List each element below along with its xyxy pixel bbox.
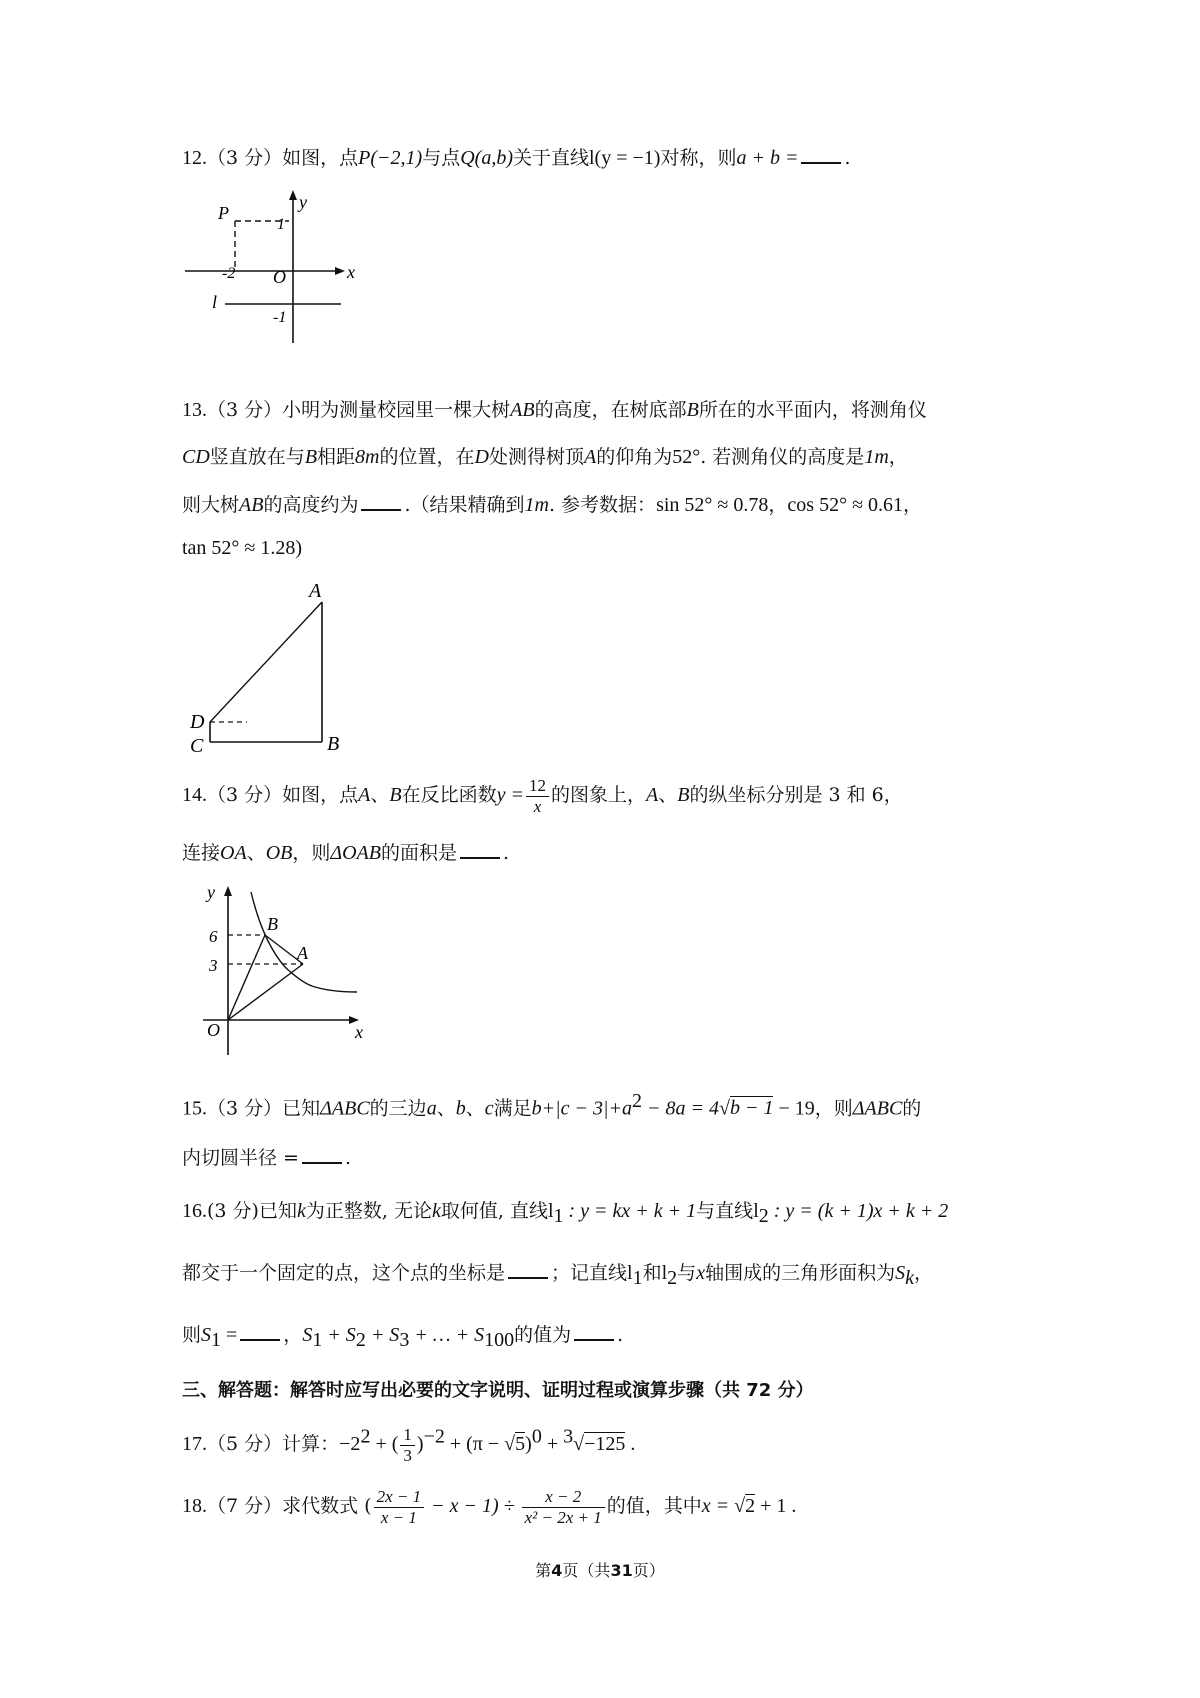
segment-OA xyxy=(228,964,303,1020)
answer-blank[interactable] xyxy=(801,162,841,164)
sqrt-sign: √ xyxy=(734,1495,746,1518)
q14-figure xyxy=(185,880,365,1060)
page-footer: 第4页（共31页） xyxy=(535,1561,665,1580)
hyperbola xyxy=(251,892,357,992)
q12-figure xyxy=(185,188,365,348)
question-16-line-3: 则$S_1$ = ，$S_1 + S_2 + S_3$ + … + $S_{100}$的值为 . xyxy=(182,1324,624,1351)
sqrt-sign: √ xyxy=(719,1097,730,1120)
label-B: B xyxy=(267,914,278,934)
label-y: y xyxy=(207,882,215,902)
label-D: D xyxy=(190,711,205,733)
answer-blank[interactable] xyxy=(460,857,500,859)
label-A: A xyxy=(297,943,308,963)
fraction-one-third: $\frac{1}{3}$ xyxy=(400,1425,415,1465)
segment-DA xyxy=(210,602,322,722)
question-13-line-2: CD竖直放在与B相距8m的位置，在D处测得树顶A的仰角为52°. 若测角仪的高度是1m， xyxy=(182,446,908,468)
question-14-line-1: 14.（3 分）如图，点A、B在反比函数y = $\frac{12}{x}$ 的图象上，A、B的纵坐标分别是 3 和 6， xyxy=(182,776,903,816)
question-15-line-1: 15.（3 分）已知ΔABC的三边a、b、c满足$b+|c - 3|+a^2 - 8a = 4√b - 1 - 19$，则ΔABC的 xyxy=(182,1090,922,1120)
label-P: P xyxy=(218,203,229,223)
y-arrow xyxy=(224,886,232,896)
total-pages: 31 xyxy=(610,1561,633,1580)
q13-figure xyxy=(185,580,355,755)
question-13-line-1: 13.（3 分）小明为测量校园里一棵大树AB的高度，在树底部B所在的水平面内，将测角仪 xyxy=(182,399,927,421)
question-13-line-4: tan 52° ≈ 1.28) xyxy=(182,537,303,559)
label-neg1: -1 xyxy=(273,309,287,326)
label-3: 3 xyxy=(209,956,218,975)
segment-OB xyxy=(228,935,265,1020)
y-arrow xyxy=(289,190,297,200)
question-18: 18.（7 分）求代数式 ( $\frac{2x - 1}{x - 1}$ − x − 1) ÷ $\frac{x - 2}{\text{x² − 2x + 1}}$ 的值，其中x = √2 + 1 . xyxy=(182,1487,797,1527)
answer-blank[interactable] xyxy=(574,1339,614,1341)
answer-blank[interactable] xyxy=(240,1339,280,1341)
label-6: 6 xyxy=(209,927,218,946)
sqrt-sign: √ xyxy=(504,1433,516,1456)
fraction-2x-1-over-x-1: $\frac{2x - 1}{x - 1}$ xyxy=(374,1487,425,1527)
label-O: O xyxy=(273,267,286,287)
label-1: 1 xyxy=(277,216,285,233)
question-15-line-2: 内切圆半径 = . xyxy=(182,1147,352,1169)
answer-blank[interactable] xyxy=(361,509,401,511)
label-A: A xyxy=(309,580,322,602)
label-y: y xyxy=(299,192,307,212)
answer-blank[interactable] xyxy=(302,1162,342,1164)
fraction-12-over-x: $\frac{12}{x}$ xyxy=(526,776,549,816)
label-C: C xyxy=(190,735,204,757)
label-neg2: -2 xyxy=(222,265,236,282)
answer-blank[interactable] xyxy=(508,1277,548,1279)
question-12-text: 12.（3 分）如图，点P(−2,1)与点Q(a,b)关于直线l(y = −1)对称，则a + b = . xyxy=(182,147,851,169)
question-13-line-3: 则大树AB的高度约为 .（结果精确到1m. 参考数据：sin 52° ≈ 0.78，cos 52° ≈ 0.61， xyxy=(182,494,923,516)
label-B: B xyxy=(327,733,340,755)
page-number: 4 xyxy=(551,1561,563,1580)
question-16-line-2: 都交于一个固定的点，这个点的坐标是 ；记直线$l_1$和$l_2$与x轴围成的三角形面积为$S_k$， xyxy=(182,1262,933,1289)
question-14-line-2: 连接OA、OB，则ΔOAB的面积是 . xyxy=(182,842,510,864)
section-3-heading: 三、解答题：解答时应写出必要的文字说明、证明过程或演算步骤（共 72 分） xyxy=(182,1380,814,1401)
label-O: O xyxy=(207,1020,220,1040)
question-16-line-1: 16.(3 分)已知k为正整数, 无论k取何值, 直线$l_1$ : y = kx + k + 1与直线$l_2$ : y = (k + 1)x + k + 2 xyxy=(182,1200,949,1227)
question-17: 17.（5 分）计算：$-2^2$ + ( $\frac{1}{3}$ )$^{-2} + (\pi - √5)^0 + ^3√-125$ . xyxy=(182,1425,636,1465)
label-x: x xyxy=(347,262,355,282)
cube-root-sign: √ xyxy=(573,1433,585,1456)
label-x: x xyxy=(355,1022,363,1042)
fraction-x-2-over-quadratic: $\frac{x - 2}{\text{x² − 2x + 1}}$ xyxy=(522,1487,605,1527)
label-l: l xyxy=(212,292,218,312)
x-arrow xyxy=(335,267,345,275)
